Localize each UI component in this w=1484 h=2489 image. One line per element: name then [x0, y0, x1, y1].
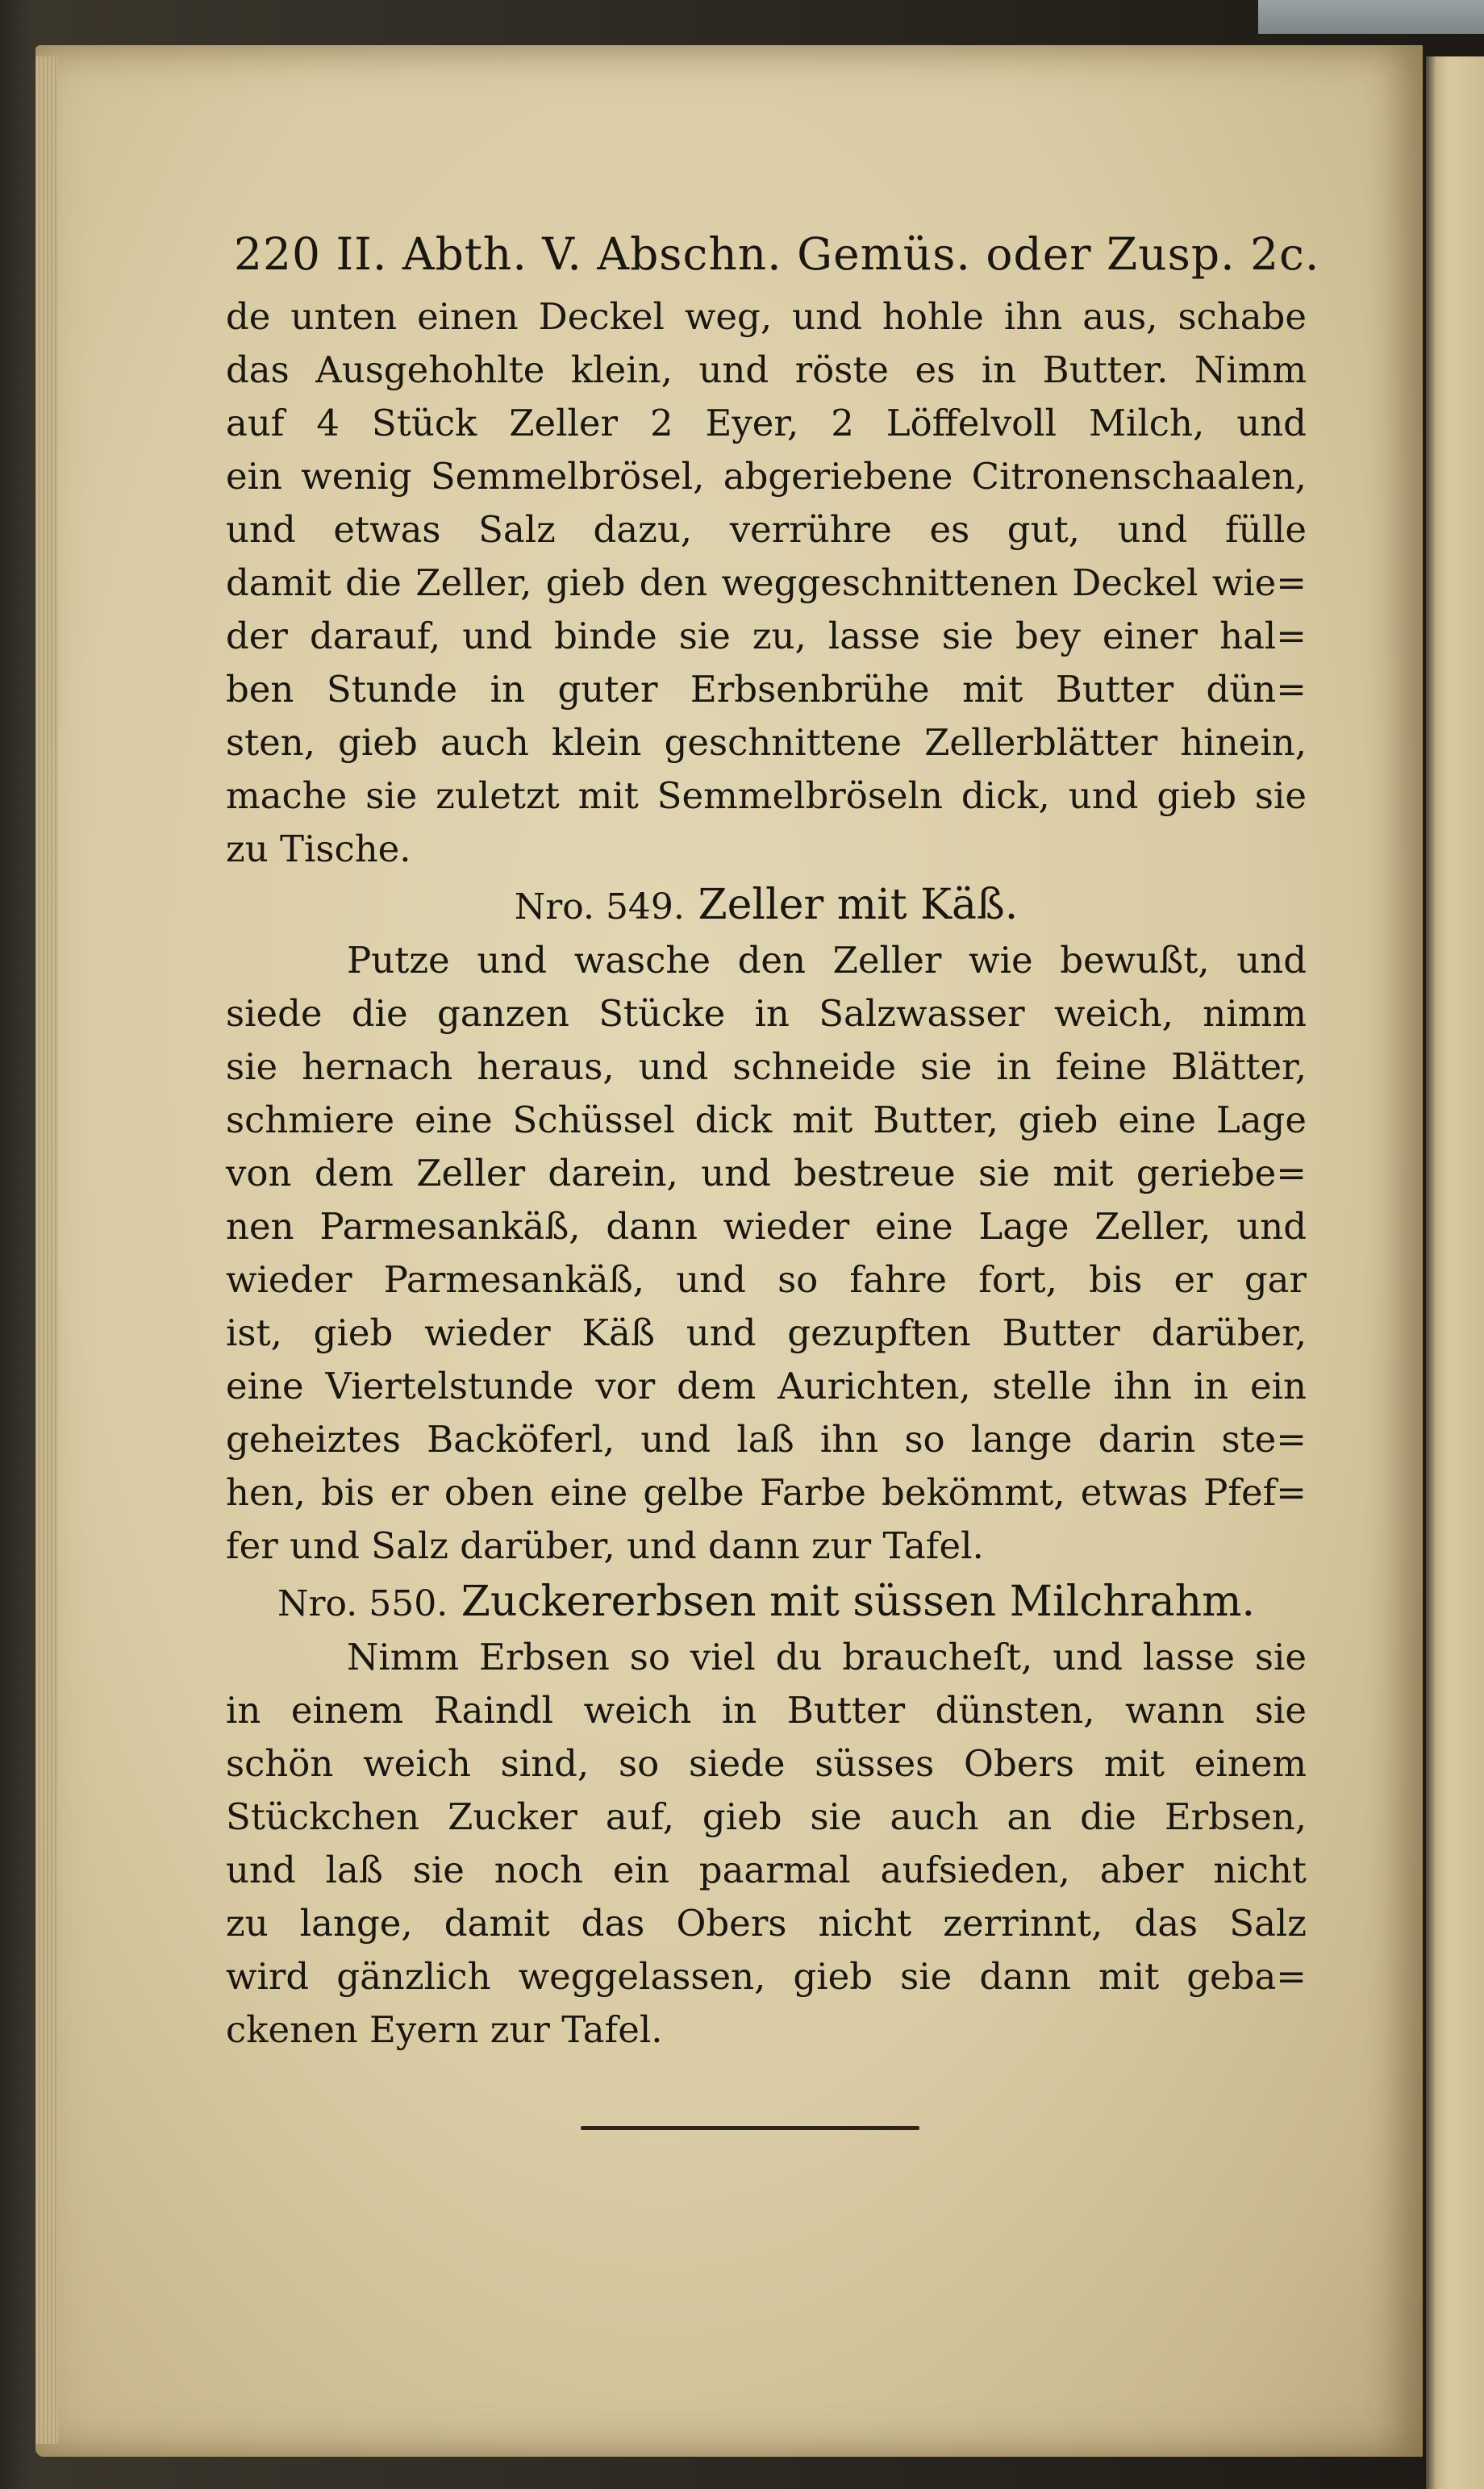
- text-line: und etwas Salz dazu, verrühre es gut, und fülle: [226, 508, 1307, 551]
- text-line: das Ausgehohlte klein, und röste es in Butter. Nimm: [226, 348, 1307, 391]
- text-line: Stückchen Zucker auf, gieb sie auch an die Erbsen,: [226, 1795, 1307, 1838]
- text-line: zu lange, damit das Obers nicht zerrinnt, das Salz: [226, 1902, 1307, 1945]
- text-line: Nimm Erbsen so viel du braucheſt, und lasse sie: [347, 1636, 1307, 1678]
- text-line: fer und Salz darüber, und dann zur Tafel.: [226, 1524, 984, 1567]
- recipe-number: Nro. 550.: [277, 1583, 448, 1624]
- recipe-title: Zuckererbsen mit süssen Milchrahm.: [461, 1578, 1256, 1626]
- page-stack-edge: [35, 56, 58, 2444]
- running-head: 220 II. Abth. V. Abschn. Gemüs. oder Zusp. 2c.: [234, 228, 1320, 280]
- text-line: ckenen Eyern zur Tafel.: [226, 2008, 663, 2051]
- text-line: ein wenig Semmelbrösel, abgeriebene Citronenschaalen,: [226, 455, 1307, 498]
- text-line: der darauf, und binde sie zu, lasse sie bey einer hal=: [226, 615, 1307, 657]
- recipe-body-549: [226, 934, 1307, 1573]
- text-line: sten, gieb auch klein geschnittene Zellerblätter hinein,: [226, 721, 1307, 764]
- adjacent-page-edge: [1426, 56, 1484, 2489]
- text-line: von dem Zeller darein, und bestreue sie mit geriebe=: [226, 1152, 1307, 1194]
- text-line: wieder Parmesankäß, und so fahre fort, bis er gar: [226, 1258, 1307, 1301]
- text-line: hen, bis er oben eine gelbe Farbe bekömmt, etwas Pfef=: [226, 1471, 1307, 1514]
- scanner-strip: [1258, 0, 1484, 34]
- text-line: in einem Raindl weich in Butter dünsten, wann sie: [226, 1689, 1307, 1732]
- text-line: damit die Zeller, gieb den weggeschnittenen Deckel wie=: [226, 561, 1307, 604]
- recipe-heading-550: [226, 1573, 1307, 1631]
- text-line: sie hernach heraus, und schneide sie in feine Blätter,: [226, 1045, 1307, 1088]
- text-line: ben Stunde in guter Erbsenbrühe mit Butter dün=: [226, 668, 1307, 711]
- text-line: nen Parmesankäß, dann wieder eine Lage Zeller, und: [226, 1205, 1307, 1248]
- text-line: schmiere eine Schüssel dick mit Butter, gieb eine Lage: [226, 1099, 1307, 1141]
- text-line: eine Viertelstunde vor dem Aurichten, stelle ihn in ein: [226, 1365, 1307, 1407]
- text-line: mache sie zuletzt mit Semmelbröseln dick, und gieb sie: [226, 774, 1307, 817]
- text-line: auf 4 Stück Zeller 2 Eyer, 2 Löffelvoll Milch, und: [226, 402, 1307, 444]
- recipe-title: Zeller mit Käß.: [698, 881, 1019, 929]
- text-line: siede die ganzen Stücke in Salzwasser weich, nimm: [226, 992, 1307, 1035]
- text-line: schön weich sind, so siede süsses Obers mit einem: [226, 1742, 1307, 1785]
- recipe-body-550: [226, 1631, 1307, 2057]
- text-line: wird gänzlich weggelassen, gieb sie dann mit geba=: [226, 1955, 1307, 1998]
- text-line: zu Tische.: [226, 828, 411, 870]
- text-line: und laß sie noch ein paarmal aufsieden, aber nicht: [226, 1849, 1307, 1891]
- text-line: de unten einen Deckel weg, und hohle ihn aus, schabe: [226, 295, 1307, 338]
- text-line: Putze und wasche den Zeller wie bewußt, und: [347, 939, 1307, 982]
- recipe-heading-549: [226, 876, 1307, 934]
- page-text: [226, 218, 1320, 2057]
- paragraph-continued: [226, 290, 1307, 876]
- text-line: geheiztes Backöferl, und laß ihn so lange darin ste=: [226, 1418, 1307, 1461]
- text-line: ist, gieb wieder Käß und gezupften Butter darüber,: [226, 1311, 1307, 1354]
- end-rule: [581, 2126, 919, 2130]
- recipe-number: Nro. 549.: [514, 886, 685, 928]
